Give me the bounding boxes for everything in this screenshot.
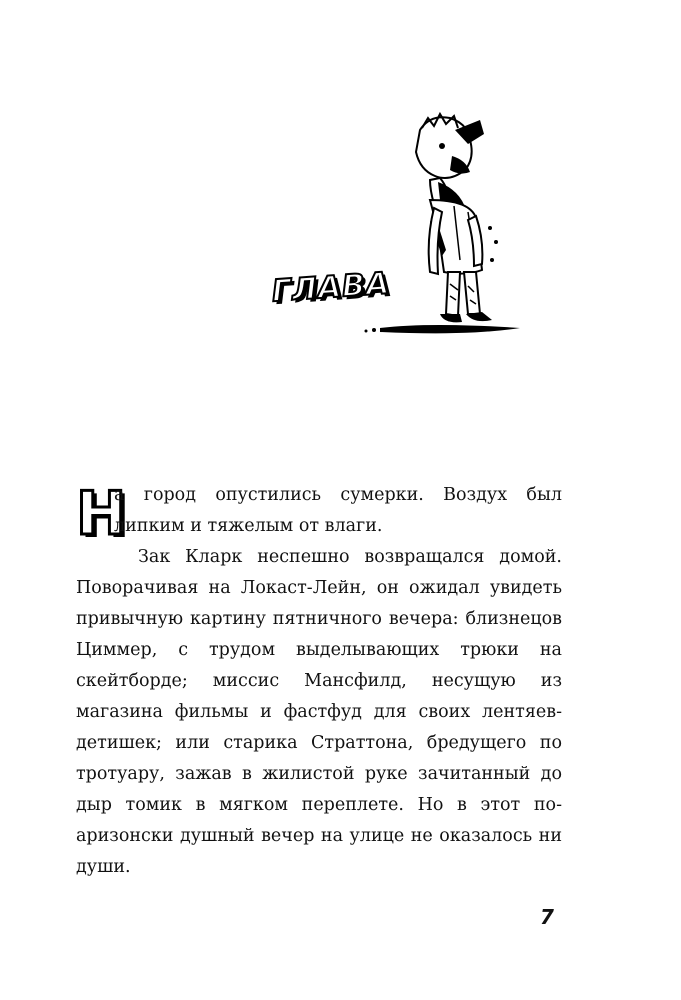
page-number: 7 — [540, 905, 554, 929]
paragraph-1 — [76, 479, 562, 549]
paragraph-1-text: а город опустились сумерки. Воздух был липким и тяжелым от влаги. — [114, 485, 562, 536]
paragraph-2: Зак Кларк неспешно возвращался домой. Поворачивая на Локаст-Лейн, он ожидал увидеть привычную картину пятничного вечера: близнецов Циммер, с трудом выделывающих трюки на скейтборде; миссис Мансфилд, несущую из магазина фильмы и фастфуд для своих лентяев-детишек; или старика Страттона, бредущего по тротуару, зажав в жилистой руке зачитанный до дыр томик в мягком переплете. Но в этот по-аризонски душный вечер на улице не оказалось ни души. — [76, 547, 562, 877]
drop-cap: Н — [76, 479, 127, 549]
chapter-label: ГЛАВА — [270, 266, 392, 310]
body-text — [76, 480, 562, 883]
